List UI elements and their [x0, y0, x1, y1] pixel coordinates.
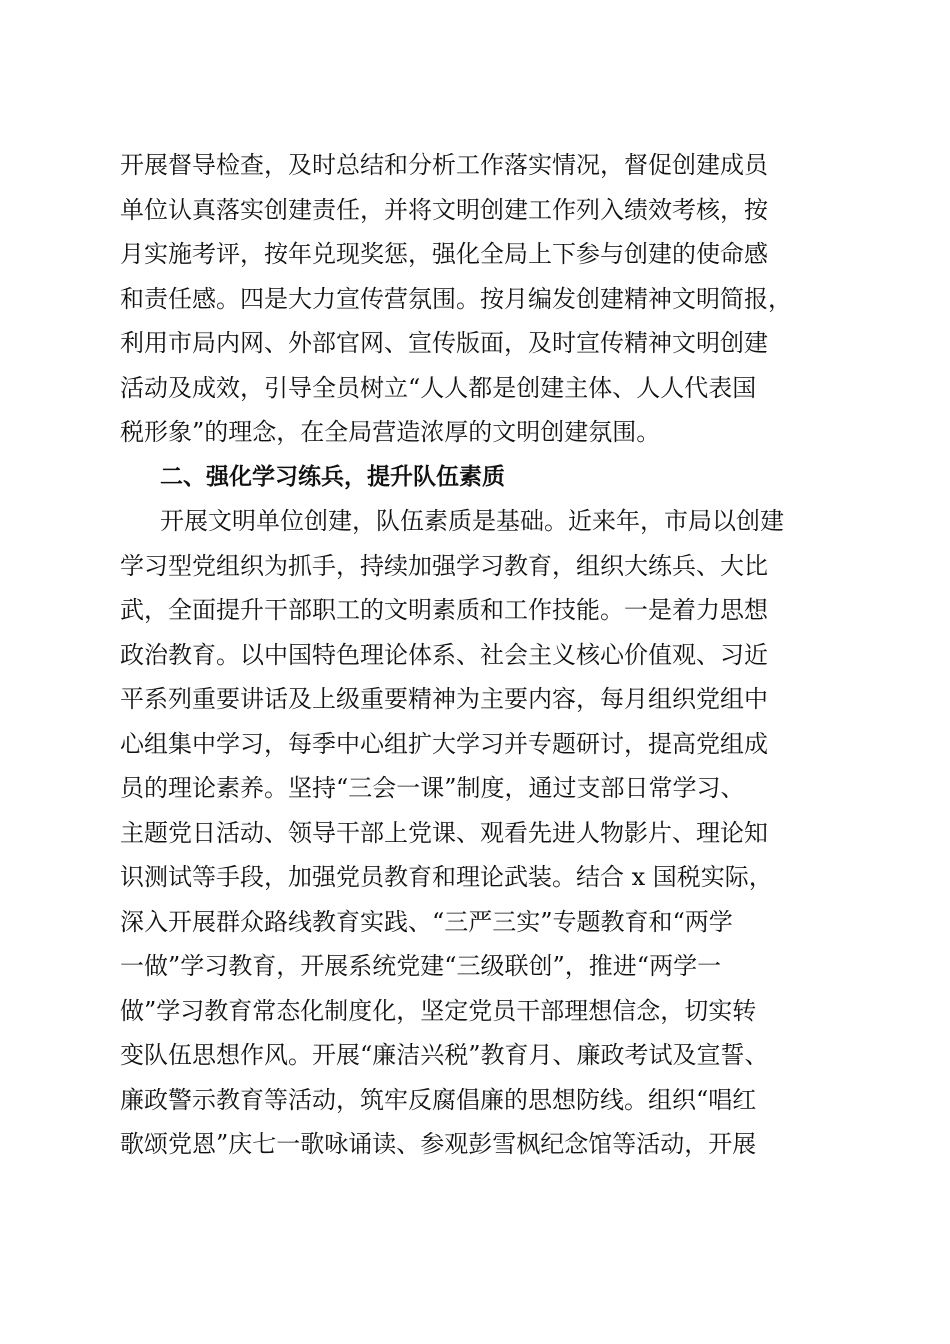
text-line: 变队伍思想作风。开展“廉洁兴税”教育月、廉政考试及宣誓、 — [120, 1041, 769, 1069]
text-line: 活动及成效，引导全员树立“人人都是创建主体、人人代表国 — [120, 373, 757, 402]
text-line: 平系列重要讲话及上级重要精神为主要内容，每月组织党组中 — [120, 685, 768, 713]
text-line: 开展督导检查，及时总结和分析工作落实情况，督促创建成员 — [120, 151, 768, 179]
paragraph-1 — [120, 143, 840, 455]
text-line: 月实施考评，按年兑现奖惩，强化全局上下参与创建的使命感 — [120, 240, 768, 268]
text-line: 单位认真落实创建责任，并将文明创建工作列入绩效考核，按 — [120, 195, 768, 224]
text-line: 政治教育。以中国特色理论体系、社会主义核心价值观、习近 — [120, 640, 768, 669]
text-line: 识测试等手段，加强党员教育和理论武装。结合 x 国税实际， — [120, 863, 773, 891]
text-line: 做”学习教育常态化制度化，坚定党员干部理想信念，切实转 — [120, 996, 757, 1025]
text-line: 主题党日活动、领导干部上党课、观看先进人物影片、理论知 — [120, 818, 768, 847]
text-line: 廉政警示教育等活动，筑牢反腐倡廉的思想防线。组织“唱红 — [120, 1085, 757, 1114]
text-line: 和责任感。四是大力宣传营氛围。按月编发创建精神文明简报， — [120, 284, 792, 313]
text-line: 利用市局内网、外部官网、宣传版面，及时宣传精神文明创建 — [120, 329, 768, 357]
document-body — [120, 143, 840, 1167]
section-heading: 二、强化学习练兵，提升队伍素质 — [160, 463, 505, 490]
text-line: 开展文明单位创建，队伍素质是基础。近来年，市局以创建 — [160, 507, 784, 535]
paragraph-2 — [120, 499, 840, 1167]
text-line: 学习型党组织为抓手，持续加强学习教育，组织大练兵、大比 — [120, 551, 768, 580]
text-line: 歌颂党恩”庆七一歌咏诵读、参观彭雪枫纪念馆等活动，开展 — [120, 1130, 757, 1158]
text-line: 员的理论素养。坚持“三会一课”制度，通过支部日常学习、 — [120, 774, 745, 802]
text-line: 税形象”的理念，在全局营造浓厚的文明创建氛围。 — [120, 418, 661, 446]
text-line: 深入开展群众路线教育实践、“三严三实”专题教育和“两学 — [120, 907, 733, 936]
text-line: 一做”学习教育，开展系统党建“三级联创”，推进“两学一 — [120, 952, 722, 980]
text-line: 武，全面提升干部职工的文明素质和工作技能。一是着力思想 — [120, 596, 768, 624]
text-line: 心组集中学习，每季中心组扩大学习并专题研讨，提高党组成 — [120, 729, 768, 758]
